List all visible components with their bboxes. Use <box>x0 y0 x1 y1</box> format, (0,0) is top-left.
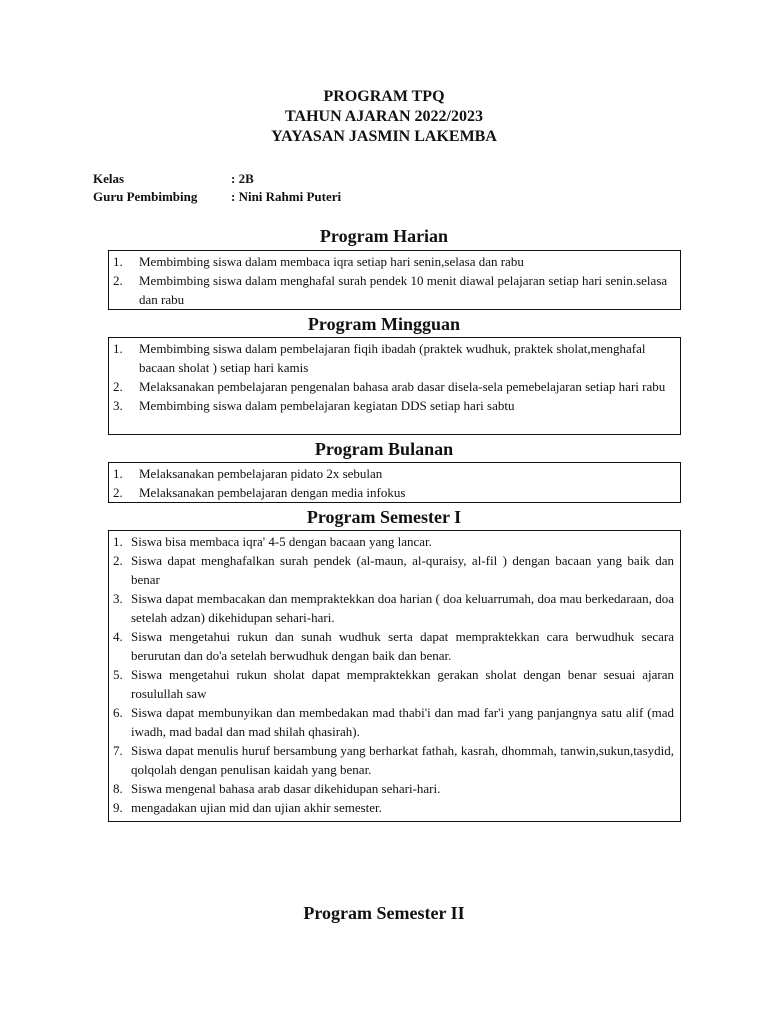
list-item <box>113 396 674 415</box>
list-item-number: 1. <box>113 341 123 356</box>
guru-value: : Nini Rahmi Puteri <box>231 189 342 204</box>
list-item <box>113 703 674 741</box>
guru-row <box>93 188 341 206</box>
list-item-text: Siswa bisa membaca iqra' 4-5 dengan bacaan yang lancar. <box>131 534 432 549</box>
list-item <box>113 779 674 798</box>
list-item-text: Siswa mengenal bahasa arab dasar dikehidupan sehari-hari. <box>131 781 441 796</box>
guru-label: Guru Pembimbing <box>93 189 198 204</box>
list-item-number: 2. <box>113 273 123 288</box>
list-item-text: Siswa dapat membunyikan dan membedakan mad thabi'i dan mad far'i yang panjangnya satu alif (mad iwadh, mad badal dan mad shilah qhasirah). <box>131 705 674 739</box>
list-item-text: Membimbing siswa dalam menghafal surah pendek 10 menit diawal pelajaran setiap hari senin.selasa dan rabu <box>139 273 668 307</box>
kelas-label: Kelas <box>93 171 125 186</box>
list-item <box>113 483 674 502</box>
kelas-row <box>93 170 254 188</box>
list-item <box>113 271 674 309</box>
list-item-text: Siswa dapat membacakan dan mempraktekkan doa harian ( doa keluarrumah, doa mau berkedaraan, doa setelah adzan) dikehidupan sehari-hari. <box>131 591 674 625</box>
list-item <box>113 627 674 665</box>
list-item-number: 3. <box>113 591 123 606</box>
list-item-number: 3. <box>113 398 123 413</box>
list-item-number: 4. <box>113 629 123 644</box>
list-item-text: Siswa dapat menulis huruf bersambung yang berharkat fathah, kasrah, dhommah, tanwin,sukun,tasydid, qolqolah dengan penulisan kaidah yang benar. <box>131 743 674 777</box>
list-item-text: mengadakan ujian mid dan ujian akhir semester. <box>131 800 382 815</box>
list-item-number: 1. <box>113 534 123 549</box>
list-item <box>113 252 674 271</box>
section-title-semester1: Program Semester I <box>306 507 462 527</box>
bulanan-box <box>108 462 681 503</box>
list-item-number: 8. <box>113 781 123 796</box>
harian-box <box>108 250 681 310</box>
mingguan-box <box>108 337 681 435</box>
list-item-number: 2. <box>113 553 123 568</box>
list-item <box>113 589 674 627</box>
list-item <box>113 798 674 817</box>
list-item-text: Melaksanakan pembelajaran pengenalan bahasa arab dasar disela-sela pemebelajaran setiap hari rabu <box>139 379 666 394</box>
list-item-number: 2. <box>113 379 123 394</box>
list-item <box>113 741 674 779</box>
list-item-text: Membimbing siswa dalam membaca iqra setiap hari senin,selasa dan rabu <box>139 254 524 269</box>
list-item <box>113 464 674 483</box>
list-item-number: 6. <box>113 705 123 720</box>
doc-title: PROGRAM TPQ <box>323 88 445 105</box>
list-item-text: Siswa mengetahui rukun dan sunah wudhuk serta dapat mempraktekkan cara berwudhuk secara berurutan dan do'a setelah berwudhuk dengan baik dan benar. <box>131 629 674 663</box>
list-item-number: 1. <box>113 254 123 269</box>
list-item-number: 7. <box>113 743 123 758</box>
list-item <box>113 551 674 589</box>
list-item <box>113 532 674 551</box>
doc-subtitle-foundation: YAYASAN JASMIN LAKEMBA <box>271 128 497 145</box>
list-item-text: Melaksanakan pembelajaran pidato 2x sebulan <box>139 466 383 481</box>
list-item <box>113 665 674 703</box>
list-item-number: 9. <box>113 800 123 815</box>
doc-subtitle-year: TAHUN AJARAN 2022/2023 <box>285 108 483 125</box>
list-item-text: Membimbing siswa dalam pembelajaran kegiatan DDS setiap hari sabtu <box>139 398 515 413</box>
section-title-bulanan: Program Bulanan <box>314 439 454 459</box>
list-item-text: Melaksanakan pembelajaran dengan media infokus <box>139 485 406 500</box>
list-item <box>113 377 674 396</box>
list-item-text: Membimbing siswa dalam pembelajaran fiqih ibadah (praktek wudhuk, praktek sholat,menghafal bacaan sholat ) setiap hari kamis <box>139 341 646 375</box>
kelas-value: : 2B <box>231 171 254 186</box>
list-item-text: Siswa dapat menghafalkan surah pendek (al-maun, al-quraisy, al-fil ) dengan bacaan yang baik dan benar <box>131 553 674 587</box>
section-title-semester2: Program Semester II <box>303 903 465 923</box>
list-item-number: 1. <box>113 466 123 481</box>
list-item-number: 2. <box>113 485 123 500</box>
section-title-mingguan: Program Mingguan <box>307 314 461 334</box>
list-item-number: 5. <box>113 667 123 682</box>
semester1-box <box>108 530 681 822</box>
list-item-text: Siswa mengetahui rukun sholat dapat mempraktekkan gerakan sholat dengan benar sesuai ajaran rosulullah saw <box>131 667 674 701</box>
list-item <box>113 339 674 377</box>
section-title-harian: Program Harian <box>319 226 449 246</box>
